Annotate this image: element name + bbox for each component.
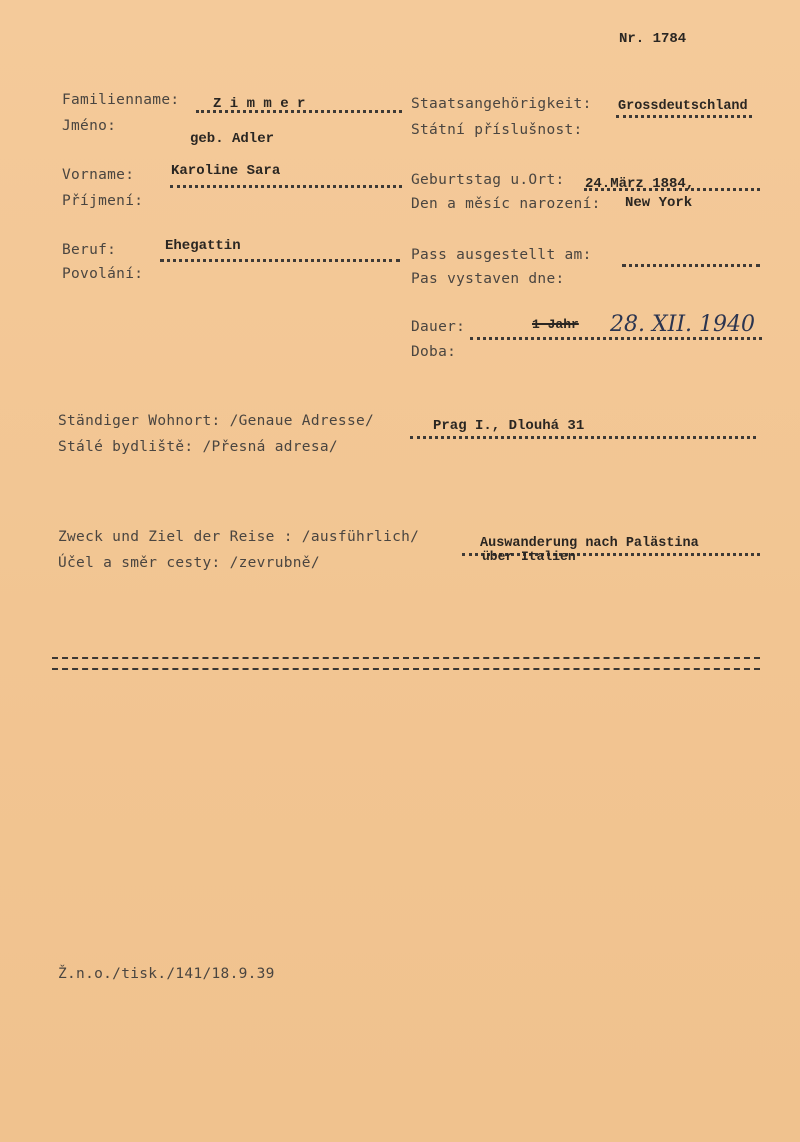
purpose-label-cs: Účel a směr cesty: /zevrubně/ — [58, 555, 320, 571]
profession-dotted-line — [160, 259, 400, 262]
residence-dotted-line — [410, 436, 756, 439]
duration-handwritten-value: 28. XII. 1940 — [610, 312, 755, 337]
purpose-label-de: Zweck und Ziel der Reise : /ausführlich/ — [58, 529, 420, 545]
separator-rule-bottom — [52, 668, 760, 670]
birth-place-value: New York — [625, 195, 693, 211]
profession-value: Ehegattin — [165, 238, 241, 254]
firstname-label-cs: Příjmení: — [62, 193, 144, 209]
passport-dotted-line — [622, 264, 760, 267]
birth-date-value: 24.März 1884, — [585, 176, 695, 192]
duration-label-de: Dauer: — [411, 319, 466, 335]
footer-print-code: Ž.n.o./tisk./141/18.9.39 — [58, 966, 275, 982]
firstname-dotted-line — [170, 185, 402, 188]
profession-label-de: Beruf: — [62, 242, 117, 258]
passport-label-de: Pass ausgestellt am: — [411, 247, 592, 263]
surname-label-de: Familienname: — [62, 92, 180, 108]
residence-label-cs: Stálé bydliště: /Přesná adresa/ — [58, 439, 338, 455]
duration-dotted-line — [470, 337, 762, 340]
nationality-value: Grossdeutschland — [618, 99, 748, 114]
passport-label-cs: Pas vystaven dne: — [411, 271, 565, 287]
birth-label-de: Geburtstag u.Ort: — [411, 172, 565, 188]
residence-value: Prag I., Dlouhá 31 — [433, 418, 585, 434]
nationality-dotted-line — [616, 115, 752, 118]
surname-dotted-line — [196, 110, 402, 113]
form-number: Nr. 1784 — [619, 31, 687, 47]
firstname-label-de: Vorname: — [62, 167, 135, 183]
firstname-value: Karoline Sara — [171, 163, 281, 179]
birth-label-cs: Den a měsíc narození: — [411, 196, 601, 212]
purpose-value-line2: über Italien — [482, 549, 576, 564]
purpose-value-line1: Auswanderung nach Palästina — [480, 536, 699, 551]
maiden-name-value: geb. Adler — [190, 131, 275, 147]
nationality-label-de: Staatsangehörigkeit: — [411, 96, 592, 112]
birth-dotted-line — [584, 188, 760, 191]
surname-label-cs: Jméno: — [62, 118, 117, 134]
nationality-label-cs: Státní příslušnost: — [411, 122, 583, 138]
residence-label-de: Ständiger Wohnort: /Genaue Adresse/ — [58, 413, 375, 429]
duration-struck-value: 1 Jahr — [532, 317, 579, 332]
profession-label-cs: Povolání: — [62, 266, 144, 282]
duration-label-cs: Doba: — [411, 344, 457, 360]
surname-value: Z i m m e r — [213, 96, 306, 112]
separator-rule-top — [52, 657, 760, 659]
